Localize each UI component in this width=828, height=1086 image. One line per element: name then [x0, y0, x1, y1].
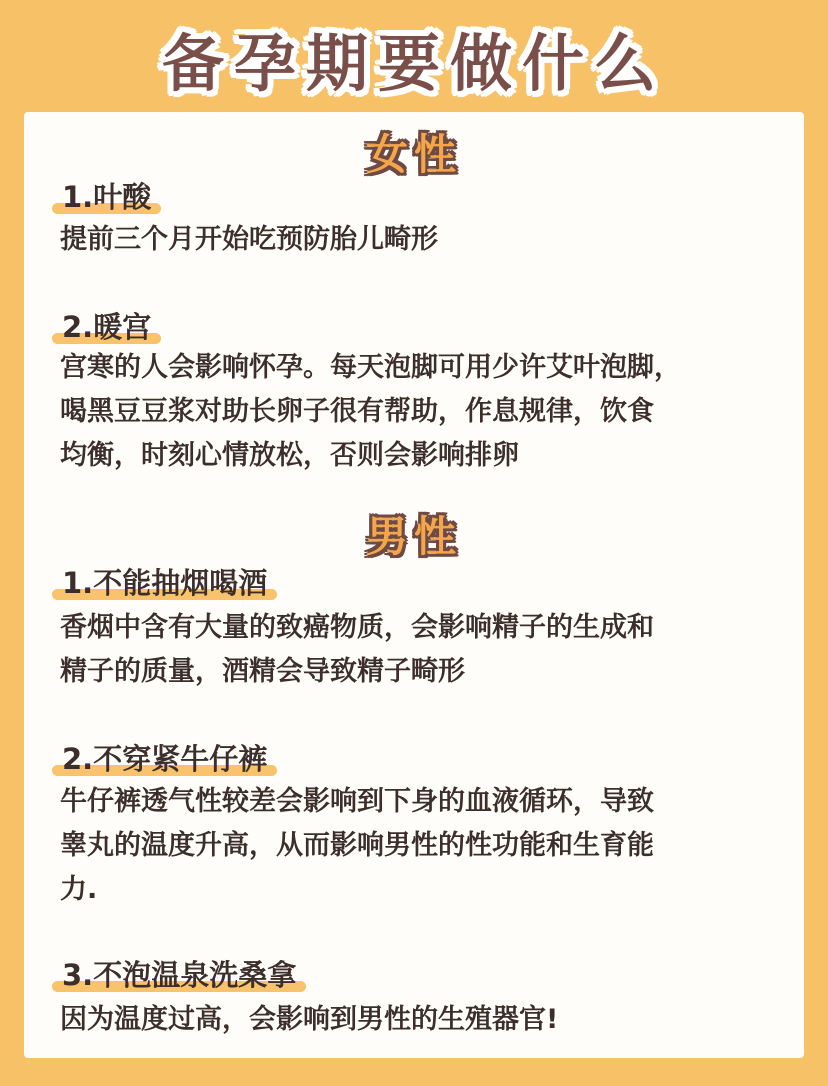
female-item-2-heading: 2.暖宫: [58, 308, 155, 346]
page-title: 备孕期要做什么: [161, 26, 666, 100]
male-item-2-heading: 2.不穿紧牛仔裤: [58, 740, 271, 778]
male-item-3-body: 因为温度过高，会影响到男性的生殖器官!: [60, 1004, 559, 1035]
content-card: [24, 112, 804, 1058]
female-section-title: 女性: [365, 130, 462, 179]
female-item-1-body: 提前三个月开始吃预防胎儿畸形: [60, 224, 438, 255]
male-item-2-body: 牛仔裤透气性较差会影响到下身的血液循环，导致 睾丸的温度升高，从而影响男性的性功能和生育能 力.: [60, 786, 654, 905]
male-item-3-heading: 3.不泡温泉洗桑拿: [58, 956, 300, 994]
male-item-1-body: 香烟中含有大量的致癌物质，会影响精子的生成和 精子的质量，酒精会导致精子畸形: [60, 612, 654, 687]
male-section-title: 男性: [365, 512, 462, 561]
female-item-2-body: 宫寒的人会影响怀孕。每天泡脚可用少许艾叶泡脚， 喝黑豆豆浆对助长卵子很有帮助，作息规律，饮食 均衡，时刻心情放松，否则会影响排卵: [60, 352, 681, 471]
male-item-1-heading: 1.不能抽烟喝酒: [58, 564, 271, 602]
female-item-1-heading: 1.叶酸: [58, 178, 155, 216]
